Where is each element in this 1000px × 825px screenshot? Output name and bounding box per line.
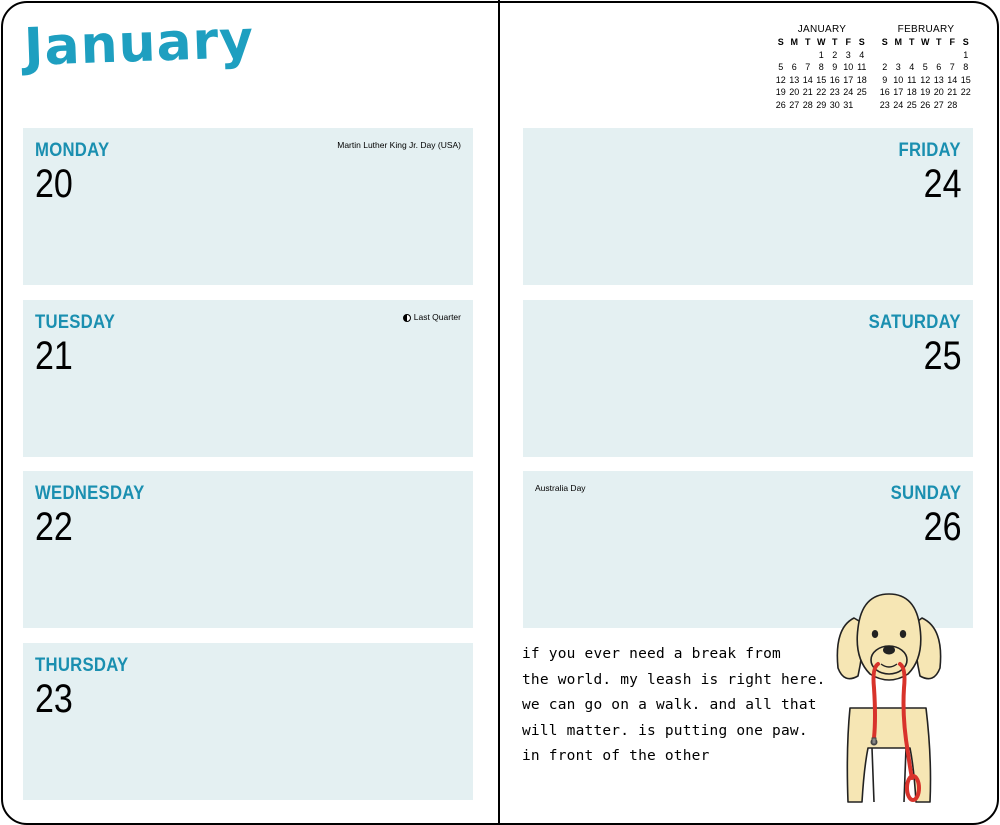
date-cell: 12 <box>775 74 786 85</box>
week-row <box>774 86 870 99</box>
week-row <box>878 74 974 87</box>
date-cell: 2 <box>882 62 888 72</box>
date-cell: 8 <box>818 62 824 72</box>
moon-phase-label: Last Quarter <box>413 312 461 322</box>
week-row <box>878 86 974 99</box>
date-cell: 18 <box>856 74 867 85</box>
date-cell <box>878 49 892 62</box>
date-cell: 19 <box>920 87 931 97</box>
day-name: THURSDAY <box>35 655 129 676</box>
date-cell: 21 <box>802 87 813 97</box>
date-cell: 10 <box>843 62 854 72</box>
day-name: WEDNESDAY <box>35 483 145 504</box>
week-row <box>878 49 974 62</box>
weekday-label: W <box>921 37 930 47</box>
week-row <box>878 61 974 74</box>
date-cell: 8 <box>963 62 969 72</box>
date-cell: 21 <box>947 87 958 97</box>
date-cell: 18 <box>906 87 917 97</box>
book-spine <box>498 0 500 825</box>
mini-calendar-title: FEBRUARY <box>897 24 955 35</box>
date-cell: 10 <box>893 74 904 85</box>
day-name: SUNDAY <box>890 483 961 504</box>
date-cell: 3 <box>895 62 901 72</box>
date-cell <box>959 99 973 112</box>
date-cell: 16 <box>829 74 840 85</box>
date-cell: 31 <box>843 99 854 110</box>
weekday-header-row <box>878 36 974 49</box>
date-cell: 4 <box>909 62 915 72</box>
holiday-note: Australia Day <box>535 483 586 493</box>
date-cell: 25 <box>906 99 917 110</box>
date-cell: 23 <box>879 99 890 110</box>
date-cell: 13 <box>933 74 944 85</box>
day-number: 24 <box>923 162 961 206</box>
day-number: 26 <box>923 505 961 549</box>
day-number: 20 <box>35 162 73 206</box>
date-cell <box>905 49 919 62</box>
date-cell: 28 <box>947 99 958 110</box>
date-cell: 26 <box>775 99 786 110</box>
date-cell: 11 <box>857 62 867 72</box>
date-cell <box>946 49 960 62</box>
month-title: January <box>23 10 256 78</box>
mini-calendar-january <box>774 24 870 111</box>
date-cell: 19 <box>775 87 786 97</box>
date-cell: 28 <box>802 99 813 110</box>
day-name: TUESDAY <box>35 312 116 333</box>
date-cell: 22 <box>816 87 827 97</box>
weekday-label: F <box>845 37 851 47</box>
date-cell <box>788 49 802 62</box>
mini-calendar-title: JANUARY <box>797 24 847 35</box>
date-cell: 12 <box>920 74 931 85</box>
quote-line: in front of the other <box>522 748 710 765</box>
quote-line: will matter. is putting one paw. <box>522 722 808 739</box>
day-number: 23 <box>35 677 73 721</box>
date-cell: 22 <box>960 87 971 97</box>
date-cell: 14 <box>947 74 958 85</box>
date-cell: 2 <box>832 49 838 60</box>
dog-with-leash-illustration <box>828 588 950 808</box>
date-cell: 24 <box>843 87 854 97</box>
date-cell: 14 <box>802 74 813 85</box>
weekday-label: S <box>777 37 784 47</box>
quote-line: we can go on a walk. and all that <box>522 697 817 714</box>
date-cell: 6 <box>791 62 797 72</box>
date-cell: 20 <box>789 87 800 97</box>
date-cell <box>892 49 906 62</box>
date-cell: 5 <box>922 62 928 72</box>
day-box-friday[interactable] <box>523 128 973 285</box>
day-box-wednesday[interactable] <box>23 471 473 628</box>
date-cell: 6 <box>936 62 942 72</box>
week-row <box>774 74 870 87</box>
date-cell: 1 <box>818 49 824 60</box>
date-cell: 7 <box>949 62 955 72</box>
date-cell: 9 <box>832 62 838 72</box>
weekday-label: S <box>962 37 969 47</box>
moon-phase-note <box>403 312 461 322</box>
date-cell: 3 <box>845 49 851 60</box>
date-cell <box>919 49 933 62</box>
weekday-label: T <box>936 37 942 47</box>
date-cell: 1 <box>963 49 969 60</box>
weekday-label: T <box>909 37 915 47</box>
week-row <box>774 99 870 112</box>
weekday-label: T <box>805 37 811 47</box>
day-box-tuesday[interactable] <box>23 300 473 457</box>
weekday-label: M <box>790 37 798 47</box>
date-cell: 29 <box>816 99 827 110</box>
quote-line: if you ever need a break from <box>522 646 781 662</box>
date-cell <box>932 49 946 62</box>
day-number: 25 <box>923 334 961 378</box>
day-number: 21 <box>35 334 73 378</box>
date-cell: 26 <box>920 99 931 110</box>
date-cell <box>855 99 869 112</box>
weekday-label: S <box>881 37 888 47</box>
date-cell: 24 <box>893 99 904 110</box>
day-box-monday[interactable] <box>23 128 473 285</box>
date-cell: 9 <box>882 74 888 85</box>
day-number: 22 <box>35 505 73 549</box>
mini-calendar-february <box>878 24 974 111</box>
date-cell <box>774 49 788 62</box>
date-cell: 27 <box>933 99 944 110</box>
week-row <box>774 49 870 62</box>
weekday-label: W <box>817 37 826 47</box>
weekday-label: T <box>832 37 838 47</box>
day-box-thursday[interactable] <box>23 643 473 800</box>
day-name: SATURDAY <box>868 312 961 333</box>
date-cell: 4 <box>859 49 865 60</box>
holiday-note: Martin Luther King Jr. Day (USA) <box>337 140 461 150</box>
date-cell <box>801 49 815 62</box>
day-name: FRIDAY <box>898 140 961 161</box>
date-cell: 25 <box>856 87 867 97</box>
date-cell: 13 <box>789 74 800 85</box>
date-cell: 15 <box>960 74 971 85</box>
date-cell: 17 <box>893 87 904 97</box>
week-row <box>878 99 974 112</box>
date-cell: 20 <box>933 87 944 97</box>
date-cell: 7 <box>805 62 811 72</box>
week-row <box>774 61 870 74</box>
date-cell: 23 <box>829 87 840 97</box>
date-cell: 5 <box>778 62 784 72</box>
date-cell: 16 <box>879 87 890 97</box>
dog-quote <box>522 642 842 770</box>
date-cell: 17 <box>843 74 854 85</box>
weekday-header-row <box>774 36 870 49</box>
weekday-label: S <box>858 37 865 47</box>
date-cell: 27 <box>789 99 800 110</box>
day-name: MONDAY <box>35 140 110 161</box>
last-quarter-moon-icon <box>403 314 411 322</box>
quote-line: the world. my leash is right here. <box>522 671 826 688</box>
date-cell: 11 <box>907 74 917 85</box>
weekday-label: F <box>949 37 955 47</box>
day-box-saturday[interactable] <box>523 300 973 457</box>
date-cell: 30 <box>829 99 840 110</box>
weekday-label: M <box>894 37 902 47</box>
date-cell: 15 <box>816 74 827 85</box>
